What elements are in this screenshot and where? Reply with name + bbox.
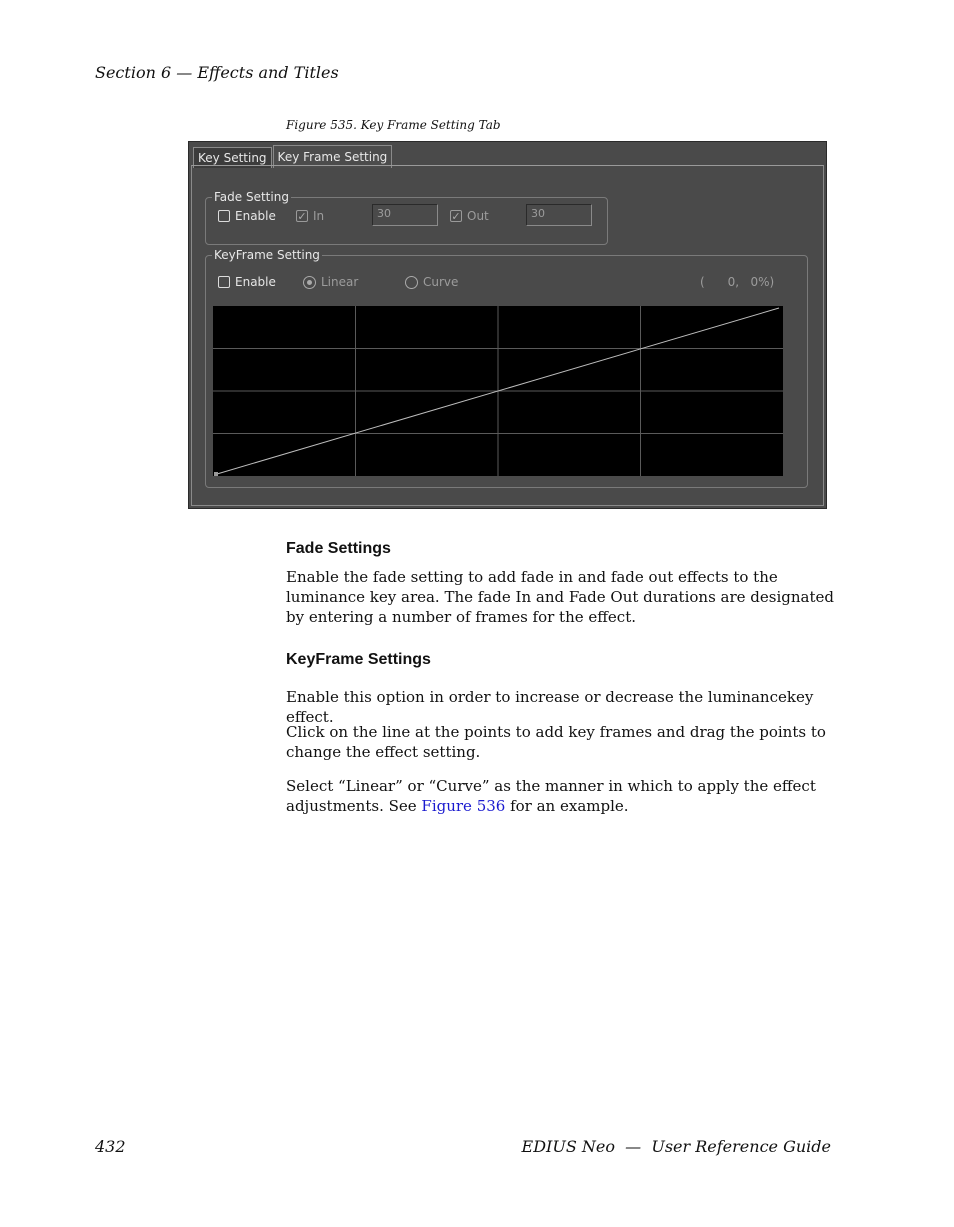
keyframe-enable-label: Enable bbox=[235, 275, 276, 289]
checkmark-icon: ✓ bbox=[451, 209, 461, 223]
fade-setting-group bbox=[205, 190, 608, 245]
tab-bar bbox=[193, 145, 393, 167]
fade-out-checkbox[interactable] bbox=[450, 209, 489, 223]
radio-selected-icon bbox=[303, 276, 316, 289]
keyframe-setting-title: KeyFrame Setting bbox=[214, 248, 320, 262]
coordinate-readout: ( 0, 0%) bbox=[700, 275, 775, 289]
tab-key-setting[interactable]: Key Setting bbox=[193, 147, 272, 168]
fade-enable-label: Enable bbox=[235, 209, 276, 223]
tab-key-frame-setting[interactable]: Key Frame Setting bbox=[273, 145, 393, 168]
checkmark-icon: ✓ bbox=[297, 209, 307, 223]
keyframe-enable-checkbox[interactable] bbox=[218, 275, 276, 289]
figure-caption: Figure 535. Key Frame Setting Tab bbox=[286, 118, 501, 132]
fade-setting-title: Fade Setting bbox=[214, 190, 289, 204]
curve-radio[interactable] bbox=[405, 275, 458, 289]
paragraph-text: Select “Linear” or “Curve” as the manner in which to apply the effect adjustments. See bbox=[286, 777, 816, 815]
keyframe-paragraph-2: Click on the line at the points to add key frames and drag the points to change the effect setting. bbox=[286, 723, 826, 761]
figure-536-link[interactable]: Figure 536 bbox=[421, 797, 506, 815]
linear-radio[interactable] bbox=[303, 275, 358, 289]
keyframe-paragraph-1: Enable this option in order to increase or decrease the luminancekey effect. bbox=[286, 688, 814, 726]
radio-unselected-icon bbox=[405, 276, 418, 289]
checkbox-icon bbox=[218, 276, 230, 288]
page-number: 432 bbox=[95, 1137, 126, 1156]
tab-panel bbox=[191, 165, 824, 506]
keyframe-settings-heading: KeyFrame Settings bbox=[286, 651, 431, 668]
fade-enable-checkbox[interactable] bbox=[218, 209, 276, 223]
start-keyframe-handle[interactable] bbox=[214, 472, 218, 476]
fade-in-checkbox[interactable] bbox=[296, 209, 324, 223]
guide-title: EDIUS Neo — User Reference Guide bbox=[521, 1137, 831, 1156]
checkbox-icon bbox=[218, 210, 230, 222]
keyframe-paragraph-3 bbox=[286, 776, 834, 816]
fade-out-frames-input[interactable]: 30 bbox=[526, 204, 592, 226]
keyframe-setting-group bbox=[205, 248, 808, 488]
keyframe-graph[interactable] bbox=[213, 306, 783, 476]
key-frame-setting-dialog bbox=[188, 141, 827, 509]
fade-settings-heading: Fade Settings bbox=[286, 540, 391, 557]
curve-label: Curve bbox=[423, 275, 459, 289]
fade-in-frames-input[interactable]: 30 bbox=[372, 204, 438, 226]
fade-out-label: Out bbox=[467, 209, 489, 223]
linear-label: Linear bbox=[321, 275, 359, 289]
fade-in-label: In bbox=[313, 209, 325, 223]
section-header: Section 6 — Effects and Titles bbox=[95, 63, 339, 82]
fade-settings-paragraph: Enable the fade setting to add fade in and fade out effects to the luminance key area. The fade In and Fade Out durations are designated by entering a number of frames for the effect. bbox=[286, 568, 834, 626]
paragraph-text: for an example. bbox=[505, 797, 629, 815]
